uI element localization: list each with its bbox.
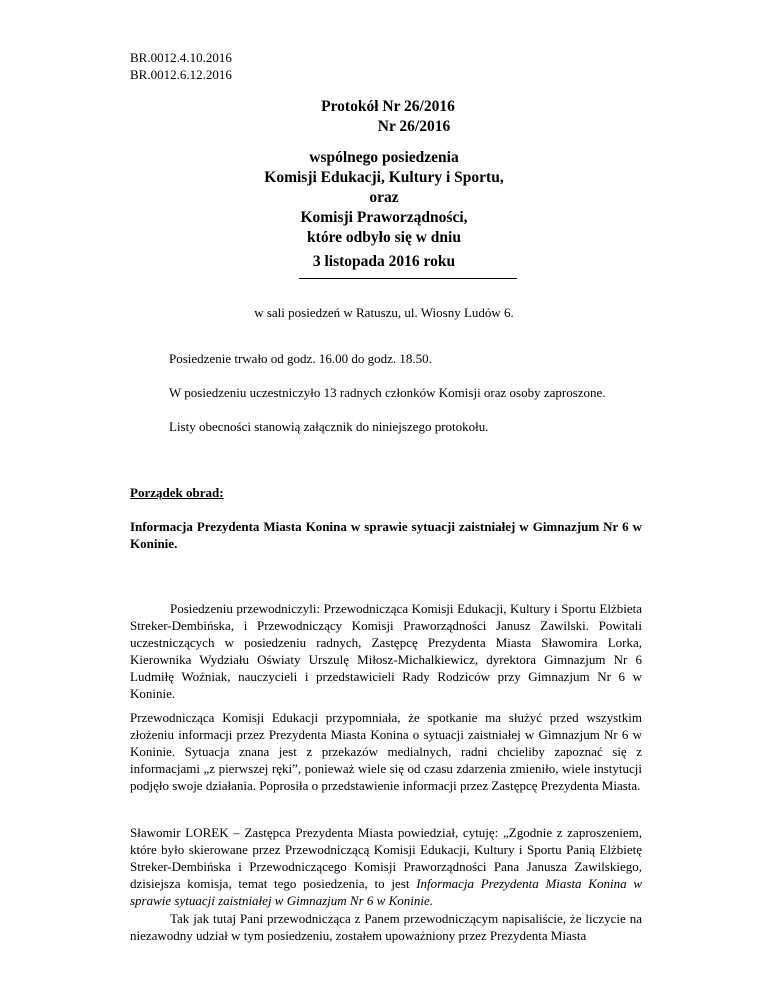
protocol-subtitle <box>0 148 768 248</box>
body-paragraph <box>130 824 642 909</box>
protocol-title-line: Protokół Nr 26/2016 <box>321 98 455 115</box>
subtitle-line: wspólnego posiedzenia <box>309 149 459 166</box>
agenda-heading: Porządek obrad: <box>130 485 224 500</box>
divider-line <box>299 278 517 279</box>
reference-number: BR.0012.6.12.2016 <box>130 67 232 82</box>
meeting-attendance: W posiedzeniu uczestniczyło 13 radnych członków Komisji oraz osoby zaproszone. <box>169 385 606 400</box>
reference-numbers <box>130 49 232 83</box>
meeting-date: 3 listopada 2016 roku <box>312 253 456 270</box>
subtitle-line: Komisji Edukacji, Kultury i Sportu, <box>264 169 504 186</box>
subtitle-line: które odbyło się w dniu <box>307 229 461 246</box>
protocol-title <box>0 97 768 137</box>
subtitle-line: oraz <box>369 189 399 206</box>
attendance-lists-note: Listy obecności stanowią załącznik do niniejszego protokołu. <box>169 419 489 434</box>
subtitle-line: Komisji Praworządności, <box>300 209 468 226</box>
meeting-duration: Posiedzenie trwało od godz. 16.00 do godz. 18.50. <box>169 351 432 366</box>
body-paragraph: Przewodnicząca Komisji Edukacji przypomniała, że spotkanie ma służyć przed wszystkim złożeniu informacji przez Prezydenta Miasta Konina o sytuacji zaistniałej w Gimnazjum Nr 6 w Koninie. Sytuacja znana jest z przekazów medialnych, radni chcieliby zapoznać się z informacjami „z pierwszej ręki”, ponieważ wiele się od czasu zdarzenia zmieniło, wiele instytucji podjęło swoje działania. Poprosiła o przedstawienie informacji przez Zastępcę Prezydenta Miasta. <box>130 710 642 793</box>
body-paragraph: Tak jak tutaj Pani przewodnicząca z Panem przewodniczącym napisaliście, że liczycie na niezawodny udział w tym posiedzeniu, zostałem upoważniony przez Prezydenta Miasta <box>130 911 642 943</box>
protocol-title-line: Nr 26/2016 <box>377 118 451 135</box>
body-text: Sławomir LOREK – Zastępca Prezydenta Miasta powiedział, cytuję: „Zgodnie z zaproszeniem, które było skierowane przez Przewodniczącą Komisji Edukacji, Kultury i Sportu Panią Elżbietę Streker-Dembińska i Przewodniczącego Komisji Praworządności Pana Janusza Zawilskiego, dzisiejsza komisja, temat tego posiedzenia, to jest <box>130 825 642 891</box>
reference-number: BR.0012.4.10.2016 <box>130 50 232 65</box>
body-text-italic: Informacja Prezydenta Miasta Konina w sprawie sytuacji zaistniałej w Gimnazjum Nr 6 w Koninie. <box>130 876 642 908</box>
meeting-location: w sali posiedzeń w Ratuszu, ul. Wiosny Ludów 6. <box>254 305 514 320</box>
body-paragraph: Posiedzeniu przewodniczyli: Przewodnicząca Komisji Edukacji, Kultury i Sportu Elżbieta Streker-Dembińska, i Przewodniczący Komisji Praworządności Janusz Zawilski. Powitali uczestniczących w posiedzeniu radnych, Zastępcę Prezydenta Miasta Sławomira Lorka, Kierownika Wydziału Oświaty Urszulę Miłosz-Michalkiewicz, dyrektora Gimnazjum Nr 6 Ludmiłę Woźniak, nauczycieli i przedstawicieli Rady Rodziców przy Gimnazjum Nr 6 w Koninie. <box>130 601 642 701</box>
agenda-item: Informacja Prezydenta Miasta Konina w sprawie sytuacji zaistniałej w Gimnazjum Nr 6 w Koninie. <box>130 519 642 551</box>
